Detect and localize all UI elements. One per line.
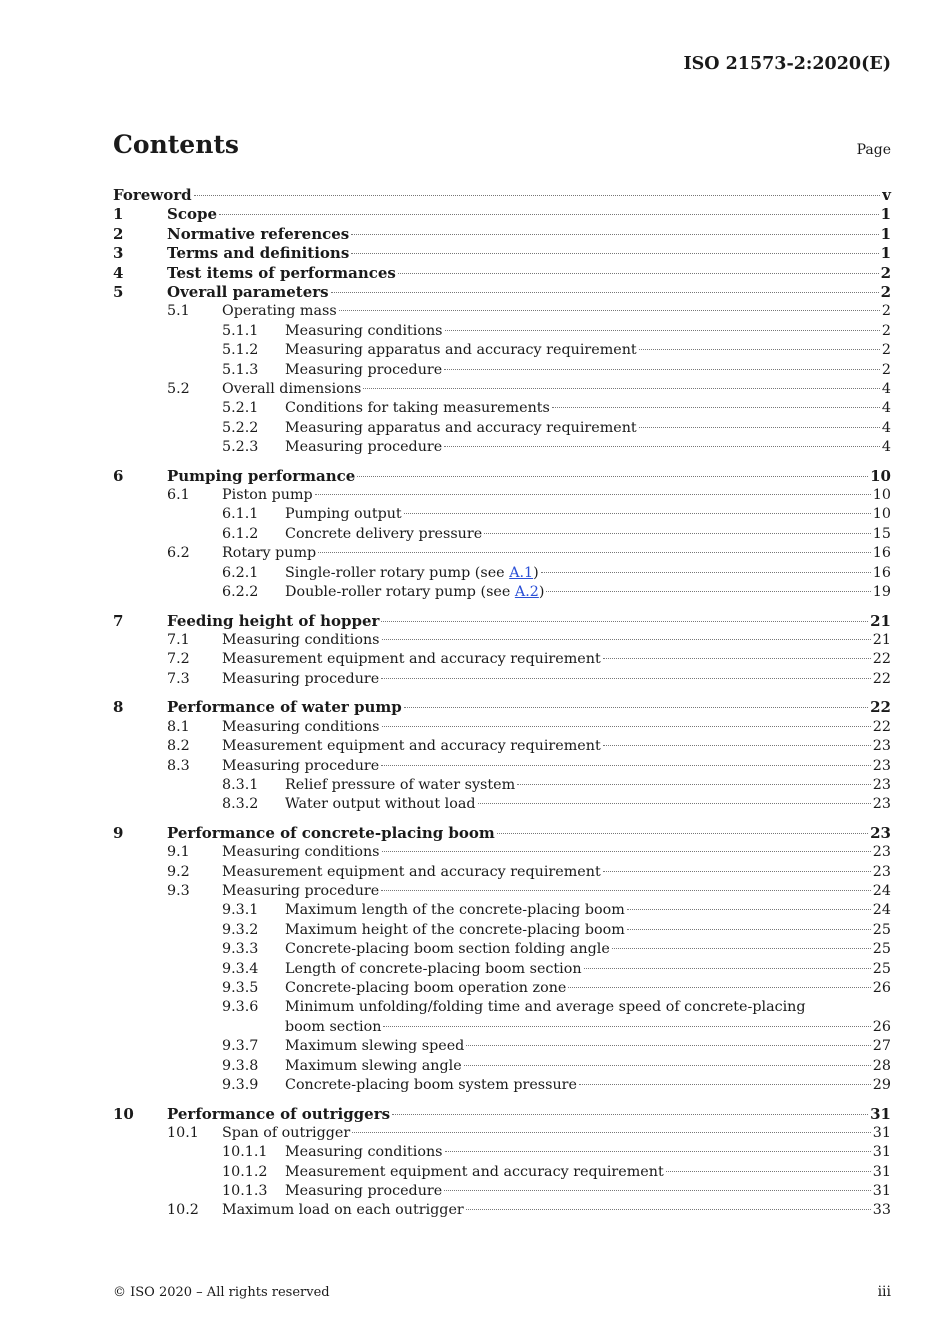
toc-entry[interactable] (113, 882, 891, 901)
toc-entry-page: 23 (872, 757, 891, 774)
toc-entry-title: Rotary pump (222, 545, 317, 562)
toc-entry[interactable] (113, 737, 891, 756)
toc-entry-title: Pumping output (285, 506, 402, 523)
toc-entry-title: Concrete delivery pressure (285, 525, 483, 542)
toc-entry-number: 6.2.1 (222, 564, 259, 581)
toc-entry-page: 2 (880, 263, 891, 282)
toc-entry[interactable] (113, 583, 891, 602)
toc-entry-page: 22 (870, 698, 891, 717)
page-column-label: Page (856, 142, 891, 158)
toc-entry-title: Double-roller rotary pump (see (285, 584, 515, 600)
toc-entry-number: 10.1.2 (222, 1163, 268, 1180)
toc-entry-page: 28 (872, 1057, 891, 1074)
toc-entry[interactable] (113, 467, 891, 486)
dot-leader (351, 253, 878, 254)
dot-leader (639, 349, 880, 350)
toc-entry-number: 9.3.7 (222, 1038, 259, 1055)
toc-entry[interactable] (113, 264, 891, 283)
toc-entry-number: 7.1 (167, 631, 190, 648)
toc-entry[interactable] (113, 921, 891, 940)
dot-leader (603, 871, 871, 872)
toc-entry[interactable] (113, 940, 891, 959)
toc-entry[interactable] (113, 1182, 891, 1201)
dot-leader (546, 591, 870, 592)
dot-leader (497, 833, 868, 834)
toc-entry-number: 6.1.1 (222, 506, 259, 523)
toc-entry-number: 3 (113, 244, 124, 263)
toc-entry[interactable] (113, 863, 891, 882)
toc-entry[interactable] (113, 341, 891, 360)
toc-entry-page: v (882, 186, 891, 204)
toc-entry-page: 23 (872, 796, 891, 813)
toc-entry[interactable] (113, 1201, 891, 1220)
toc-entry-title: Measuring procedure (222, 883, 380, 900)
toc-entry-number: 9.2 (167, 863, 190, 880)
toc-entry-title: Scope (167, 205, 218, 224)
toc-entry[interactable] (113, 399, 891, 418)
toc-entry[interactable] (113, 1076, 891, 1095)
toc-entry-title: Measurement equipment and accuracy requirement (222, 738, 601, 755)
toc-entry-title: Span of outrigger (222, 1124, 351, 1141)
toc-entry-number: 6.2 (167, 545, 190, 562)
toc-entry-title: Measuring conditions (222, 844, 380, 861)
toc-entry-title: Length of concrete-placing boom section (285, 960, 582, 977)
toc-entry-number: 5.2.1 (222, 400, 259, 417)
toc-entry-title: Foreword (113, 186, 192, 204)
dot-leader (331, 292, 879, 293)
toc-entry-page: 26 (872, 979, 891, 996)
page-number: iii (877, 1284, 891, 1300)
toc-entry-number: 9.3.5 (222, 979, 259, 996)
toc-entry[interactable] (113, 486, 891, 505)
toc-entry-page: 22 (872, 670, 891, 687)
toc-entry-number: 8.3.1 (222, 776, 259, 793)
toc-entry-page: 4 (881, 380, 891, 397)
toc-entry[interactable] (113, 1037, 891, 1056)
toc-entry-title: Feeding height of hopper (167, 611, 380, 630)
toc-entry-page: 23 (870, 823, 891, 842)
toc-entry-page: 23 (872, 863, 891, 880)
toc-entry-title: Maximum slewing speed (285, 1038, 465, 1055)
dot-leader (382, 639, 871, 640)
toc-entry-title: Minimum unfolding/folding time and average speed of concrete-placing (285, 999, 806, 1016)
toc-entry-page: 4 (881, 400, 891, 417)
dot-leader (382, 726, 871, 727)
toc-entry[interactable] (113, 979, 891, 998)
annex-link[interactable]: A.1 (509, 564, 534, 581)
toc-entry-number: 9.3.3 (222, 941, 259, 958)
toc-entry-title: Conditions for taking measurements (285, 400, 550, 417)
dot-leader (392, 1114, 868, 1115)
dot-leader (464, 1065, 871, 1066)
toc-entry-title: Test items of performances (167, 263, 396, 282)
toc-entry-page: 2 (881, 303, 891, 320)
toc-entry-page: 19 (872, 584, 891, 600)
toc-entry[interactable] (113, 650, 891, 669)
toc-entry-page: 29 (872, 1076, 891, 1093)
toc-entry-title: Terms and definitions (167, 244, 350, 263)
dot-leader (351, 234, 878, 235)
toc-entry-number: 8.1 (167, 718, 190, 735)
toc-entry[interactable] (113, 419, 891, 438)
dot-leader (444, 1190, 871, 1191)
toc-entry-page: 22 (872, 651, 891, 668)
annex-link[interactable]: A.2 (514, 584, 539, 600)
toc-entry[interactable] (113, 544, 891, 563)
dot-leader (627, 909, 871, 910)
dot-leader (517, 784, 871, 785)
copyright-notice: © ISO 2020 – All rights reserved (113, 1285, 330, 1300)
toc-entry-number: 9.3.1 (222, 902, 259, 919)
toc-entry-title: Pumping performance (167, 466, 356, 485)
dot-leader (568, 987, 870, 988)
dot-leader (552, 407, 880, 408)
dot-leader (444, 369, 880, 370)
dot-leader (603, 745, 871, 746)
dot-leader (219, 214, 879, 215)
toc-entry-title: Measuring apparatus and accuracy requirement (285, 342, 637, 359)
toc-entry-page: 10 (872, 506, 891, 523)
toc-entry-title: Concrete-placing boom operation zone (285, 979, 567, 996)
toc-entry[interactable] (113, 564, 891, 583)
toc-entry-title: Measuring procedure (222, 757, 380, 774)
toc-entry-page: 31 (870, 1104, 891, 1123)
toc-entry-page: 1 (880, 224, 891, 243)
toc-entry-page: 1 (880, 244, 891, 263)
toc-entry-title-suffix: ) (538, 584, 545, 600)
toc-entry[interactable] (113, 960, 891, 979)
toc-entry-title: Measuring procedure (285, 1183, 443, 1200)
toc-entry-title: Measuring procedure (285, 439, 443, 456)
dot-leader (445, 330, 880, 331)
toc-entry-number: 9.3.4 (222, 960, 259, 977)
toc-entry-title: Water output without load (285, 796, 476, 813)
toc-entry-page: 23 (872, 776, 891, 793)
toc-entry[interactable] (113, 438, 891, 457)
dot-leader (194, 195, 881, 196)
toc-entry-number: 5.2 (167, 380, 190, 397)
toc-entry-number: 7.3 (167, 670, 190, 687)
toc-entry-number: 10.1.3 (222, 1183, 268, 1200)
toc-entry-page: 1 (880, 205, 891, 224)
toc-entry[interactable] (113, 1057, 891, 1076)
toc-entry-title: Maximum load on each outrigger (222, 1202, 464, 1219)
toc-entry[interactable] (113, 361, 891, 380)
toc-entry-title: Measuring procedure (222, 670, 380, 687)
toc-entry[interactable] (113, 244, 891, 263)
document-id: ISO 21573-2:2020(E) (683, 54, 891, 74)
toc-entry[interactable] (113, 698, 891, 717)
toc-entry-page: 22 (872, 718, 891, 735)
toc-entry-number: 5.2.3 (222, 439, 259, 456)
toc-entry-title: Measuring apparatus and accuracy requirement (285, 419, 637, 436)
dot-leader (603, 658, 871, 659)
toc-entry-title: Overall dimensions (222, 380, 362, 397)
toc-entry[interactable] (113, 322, 891, 341)
dot-leader (612, 948, 871, 949)
dot-leader (541, 572, 871, 573)
dot-leader (666, 1171, 871, 1172)
toc-entry-number: 5.1.3 (222, 361, 259, 378)
toc-entry-page: 21 (870, 611, 891, 630)
table-of-contents (113, 186, 891, 1221)
toc-entry[interactable] (113, 776, 891, 795)
dot-leader (444, 446, 880, 447)
toc-entry[interactable] (113, 283, 891, 302)
toc-entry[interactable] (113, 795, 891, 814)
toc-entry-number: 6.2.2 (222, 584, 259, 600)
toc-entry-title: Performance of concrete-placing boom (167, 823, 495, 842)
toc-entry[interactable] (113, 824, 891, 843)
contents-heading: Contents (113, 130, 240, 159)
toc-entry-page: 23 (872, 844, 891, 861)
toc-entry[interactable] (113, 843, 891, 862)
toc-entry-title: Single-roller rotary pump (see (285, 564, 510, 581)
toc-entry-page: 25 (872, 960, 891, 977)
toc-entry-title: Maximum slewing angle (285, 1057, 462, 1074)
toc-entry[interactable] (113, 718, 891, 737)
toc-entry-title: Measurement equipment and accuracy requirement (222, 651, 601, 668)
toc-entry-title: boom section (285, 1018, 382, 1035)
dot-leader (466, 1045, 870, 1046)
toc-entry-number: 7.2 (167, 651, 190, 668)
toc-entry-number: 5.2.2 (222, 419, 259, 436)
toc-entry[interactable] (113, 1018, 891, 1037)
toc-entry-page: 15 (872, 525, 891, 542)
toc-entry-number: 2 (113, 224, 124, 243)
toc-entry-title: Piston pump (222, 487, 313, 504)
toc-entry-number: 8.3.2 (222, 796, 259, 813)
toc-entry-number: 8.2 (167, 738, 190, 755)
toc-entry-page: 16 (872, 545, 891, 562)
toc-entry[interactable] (113, 612, 891, 631)
toc-entry[interactable] (113, 670, 891, 689)
toc-entry-title: Measuring procedure (285, 361, 443, 378)
dot-leader (339, 310, 880, 311)
toc-entry-number: 10 (113, 1104, 134, 1123)
toc-entry-title: Maximum length of the concrete-placing boom (285, 902, 625, 919)
dot-leader (466, 1209, 871, 1210)
toc-entry-page: 16 (872, 564, 891, 581)
dot-leader (639, 427, 880, 428)
toc-entry-number: 9.3 (167, 883, 190, 900)
dot-leader (579, 1084, 871, 1085)
toc-entry-title: Overall parameters (167, 282, 329, 301)
toc-entry-title: Relief pressure of water system (285, 776, 516, 793)
dot-leader (381, 890, 871, 891)
toc-entry-page: 10 (870, 466, 891, 485)
toc-entry-page: 23 (872, 738, 891, 755)
toc-entry[interactable] (113, 505, 891, 524)
toc-entry-number: 8 (113, 698, 124, 717)
toc-entry-title: Performance of outriggers (167, 1104, 391, 1123)
toc-entry-number: 6.1 (167, 487, 190, 504)
toc-entry[interactable] (113, 186, 891, 205)
toc-entry[interactable] (113, 525, 891, 544)
toc-entry-page: 33 (872, 1202, 891, 1219)
toc-entry-number: 8.3 (167, 757, 190, 774)
dot-leader (445, 1151, 871, 1152)
toc-entry-page: 4 (881, 419, 891, 436)
dot-leader (318, 552, 871, 553)
toc-entry-number: 10.1.1 (222, 1144, 268, 1161)
toc-entry-title: Concrete-placing boom section folding angle (285, 941, 610, 958)
toc-entry-title: Measuring conditions (222, 718, 380, 735)
toc-entry[interactable] (113, 1105, 891, 1124)
toc-entry-page: 21 (872, 631, 891, 648)
toc-entry-title: Normative references (167, 224, 350, 243)
dot-leader (627, 929, 871, 930)
dot-leader (478, 803, 871, 804)
toc-entry-page: 4 (881, 439, 891, 456)
toc-entry-title: Measuring conditions (222, 631, 380, 648)
toc-entry-number: 10.1 (167, 1124, 199, 1141)
toc-entry-number: 7 (113, 611, 124, 630)
dot-leader (398, 273, 879, 274)
toc-entry-title: Concrete-placing boom system pressure (285, 1076, 577, 1093)
toc-entry-page: 31 (872, 1144, 891, 1161)
toc-entry-page: 31 (872, 1183, 891, 1200)
toc-entry-number: 1 (113, 205, 124, 224)
toc-entry-title: Measurement equipment and accuracy requirement (285, 1163, 664, 1180)
toc-entry-title: Operating mass (222, 303, 337, 320)
toc-entry-page: 25 (872, 921, 891, 938)
dot-leader (352, 1132, 871, 1133)
dot-leader (381, 678, 871, 679)
toc-entry[interactable] (113, 901, 891, 920)
dot-leader (404, 707, 868, 708)
dot-leader (584, 968, 871, 969)
toc-entry-title: Measuring conditions (285, 322, 443, 339)
toc-entry-title: Measurement equipment and accuracy requirement (222, 863, 601, 880)
toc-entry-number: 9.3.8 (222, 1057, 259, 1074)
toc-entry[interactable] (113, 998, 891, 1017)
toc-entry-page: 2 (880, 282, 891, 301)
dot-leader (484, 533, 871, 534)
toc-entry-title: Performance of water pump (167, 698, 402, 717)
toc-entry-page: 2 (881, 322, 891, 339)
toc-entry-number: 6.1.2 (222, 525, 259, 542)
toc-entry-title: Maximum height of the concrete-placing boom (285, 921, 625, 938)
dot-leader (404, 513, 871, 514)
toc-entry[interactable] (113, 205, 891, 224)
toc-entry-title-suffix: ) (533, 564, 539, 581)
dot-leader (382, 851, 871, 852)
toc-entry-page: 10 (872, 487, 891, 504)
dot-leader (363, 388, 880, 389)
dot-leader (381, 621, 868, 622)
toc-entry-page: 26 (872, 1018, 891, 1035)
toc-entry[interactable] (113, 380, 891, 399)
toc-entry[interactable] (113, 631, 891, 650)
toc-entry-page: 27 (872, 1038, 891, 1055)
dot-leader (357, 476, 868, 477)
toc-entry-page: 24 (872, 902, 891, 919)
toc-entry-number: 9.3.6 (222, 999, 259, 1016)
toc-entry-page: 31 (872, 1124, 891, 1141)
toc-entry-number: 9.1 (167, 844, 190, 861)
toc-entry-number: 9.3.2 (222, 921, 259, 938)
toc-entry-number: 9.3.9 (222, 1076, 259, 1093)
toc-entry-page: 25 (872, 941, 891, 958)
toc-entry-page: 2 (881, 361, 891, 378)
toc-entry-number: 5.1.2 (222, 342, 259, 359)
toc-entry-number: 4 (113, 263, 124, 282)
toc-entry-number: 9 (113, 823, 124, 842)
toc-entry[interactable] (113, 302, 891, 321)
toc-entry[interactable] (113, 1163, 891, 1182)
toc-entry-number: 5.1 (167, 303, 190, 320)
toc-entry-number: 10.2 (167, 1202, 199, 1219)
toc-entry-number: 5 (113, 282, 124, 301)
toc-entry-page: 2 (881, 342, 891, 359)
toc-entry[interactable] (113, 1143, 891, 1162)
dot-leader (315, 494, 871, 495)
toc-entry-title: Measuring conditions (285, 1144, 443, 1161)
dot-leader (383, 1026, 870, 1027)
toc-entry-page: 24 (872, 883, 891, 900)
toc-entry-number: 6 (113, 466, 124, 485)
toc-entry-number: 5.1.1 (222, 322, 259, 339)
toc-entry-page: 31 (872, 1163, 891, 1180)
toc-entry[interactable] (113, 1124, 891, 1143)
toc-entry[interactable] (113, 225, 891, 244)
dot-leader (381, 765, 871, 766)
toc-entry[interactable] (113, 757, 891, 776)
